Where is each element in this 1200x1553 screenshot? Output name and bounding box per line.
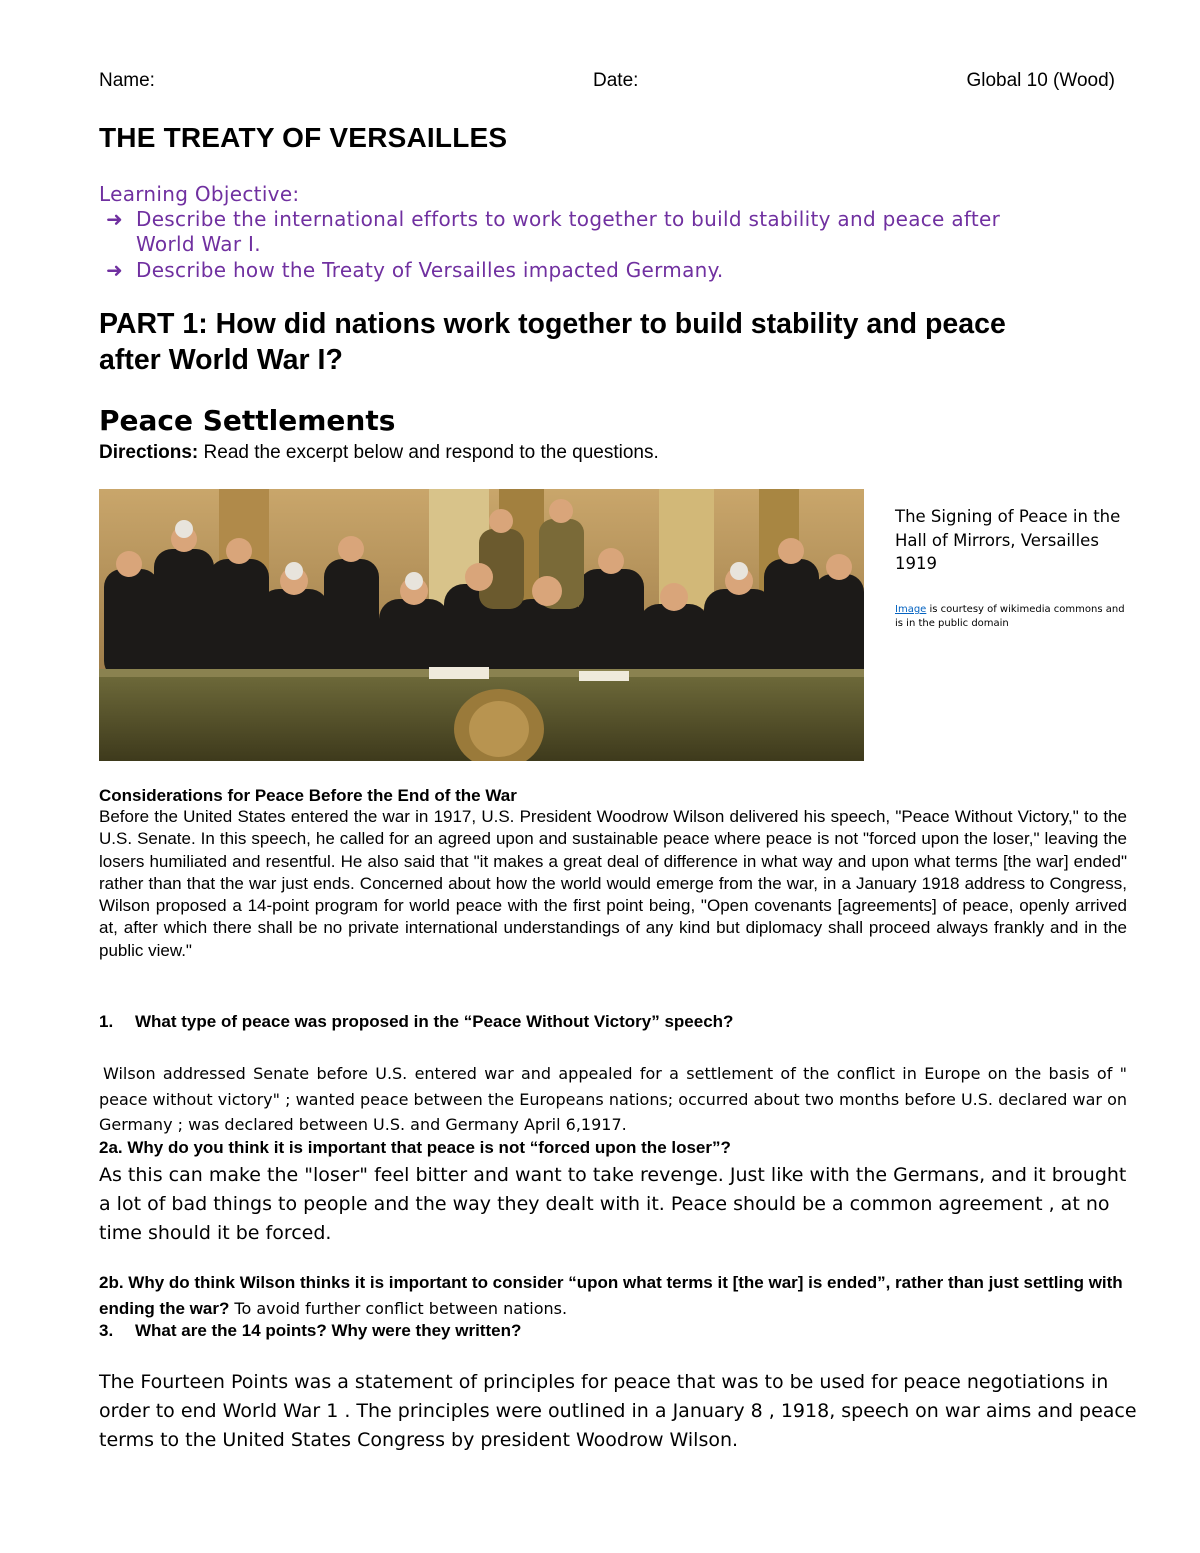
section-heading: Peace Settlements xyxy=(99,404,396,437)
q2b-answer: To avoid further conflict between nations. xyxy=(229,1299,568,1318)
part1-heading-line2: after World War I? xyxy=(99,344,343,376)
image-credit-text: is courtesy of wikimedia commons and xyxy=(926,604,1125,615)
q3-question: What are the 14 points? Why were they written? xyxy=(135,1321,522,1340)
objective-item-1-line2: World War I. xyxy=(136,232,261,256)
considerations-text: Before the United States entered the war in 1917, U.S. President Woodrow Wilson delivered his speech, "Peace Without Victory," to the U.S. Senate. In this speech, he called for an agreed upon and sustainable peace where peace is not "forced upon the loser," leaving the losers humiliated and resentful. He also said that "it makes a great deal of difference in what way and upon what terms [the war] ended" rather than that the war just ends. Concerned about how the world would emerge from the war, in a January 1918 address to Congress, Wilson proposed a 14-point program for world peace with the first point being, "Open covenants [agreements] of peace, openly arrived at, after which there shall be no private international understandings of any kind but diplomacy shall proceed always frankly and in the public view." xyxy=(99,807,1127,960)
image-credit xyxy=(895,603,1125,631)
objective-item-2-text: Describe how the Treaty of Versailles impacted Germany. xyxy=(136,258,724,282)
q2a-question: 2a. Why do you think it is important that peace is not “forced upon the loser”? xyxy=(99,1138,731,1157)
considerations-title: Considerations for Peace Before the End of the War xyxy=(99,786,517,805)
objective-item-1 xyxy=(106,207,1001,257)
image-credit-link[interactable]: Image xyxy=(895,604,927,615)
arrow-right-icon: ➜ xyxy=(106,258,124,282)
caption-line2: Hall of Mirrors, Versailles xyxy=(895,530,1099,550)
q1-number: 1. xyxy=(99,1012,114,1031)
image-credit-line2: is in the public domain xyxy=(895,618,1009,629)
part1-heading-line1: PART 1: How did nations work together to build stability and peace xyxy=(99,308,1006,340)
image-caption xyxy=(895,505,1135,576)
q2a-answer: As this can make the "loser" feel bitter and want to take revenge. Just like with the Germans, and it brought a lot of bad things to people and the way they dealt with it. Peace should be a common agreement , at no time should it be forced. xyxy=(99,1164,1127,1244)
painting-image xyxy=(99,489,864,761)
course-label: Global 10 (Wood) xyxy=(966,70,1115,91)
q1-answer: Wilson addressed Senate before U.S. entered war and appealed for a settlement of the conflict in Europe on the basis of " peace without victory" ; wanted peace between the Europeans nations; occurred about two months before U.S. declared war on Germany ; was declared between U.S. and Germany April 6,1917. xyxy=(99,1064,1127,1134)
directions-text: Read the excerpt below and respond to the questions. xyxy=(198,442,659,463)
caption-line1: The Signing of Peace in the xyxy=(895,507,1121,526)
name-label: Name: xyxy=(99,70,155,91)
part1-heading xyxy=(99,306,1139,378)
page-title: THE TREATY OF VERSAILLES xyxy=(99,122,508,153)
date-label: Date: xyxy=(593,70,639,91)
q2b-block xyxy=(99,1271,1129,1322)
learning-objective-label: Learning Objective: xyxy=(99,182,300,206)
q3-number: 3. xyxy=(99,1321,114,1340)
objective-item-2 xyxy=(106,258,724,283)
directions-label: Directions: xyxy=(99,442,199,463)
objective-item-1-line1: Describe the international efforts to work together to build stability and peace after xyxy=(136,207,1001,231)
q3-answer: The Fourteen Points was a statement of principles for peace that was to be used for peace negotiations in order to end World War 1 . The principles were outlined in a January 8 , 1918, speech on war aims and peace terms to the United States Congress by president Woodrow Wilson. xyxy=(99,1371,1137,1451)
directions xyxy=(99,442,659,464)
q2b-question: 2b. Why do think Wilson thinks it is important to consider “upon what terms it [the war] is ended”, rather than just settling with ending the war? xyxy=(99,1273,1123,1318)
caption-line3: 1919 xyxy=(895,554,937,573)
arrow-right-icon: ➜ xyxy=(106,207,124,231)
q1-question: What type of peace was proposed in the “Peace Without Victory” speech? xyxy=(135,1012,734,1031)
